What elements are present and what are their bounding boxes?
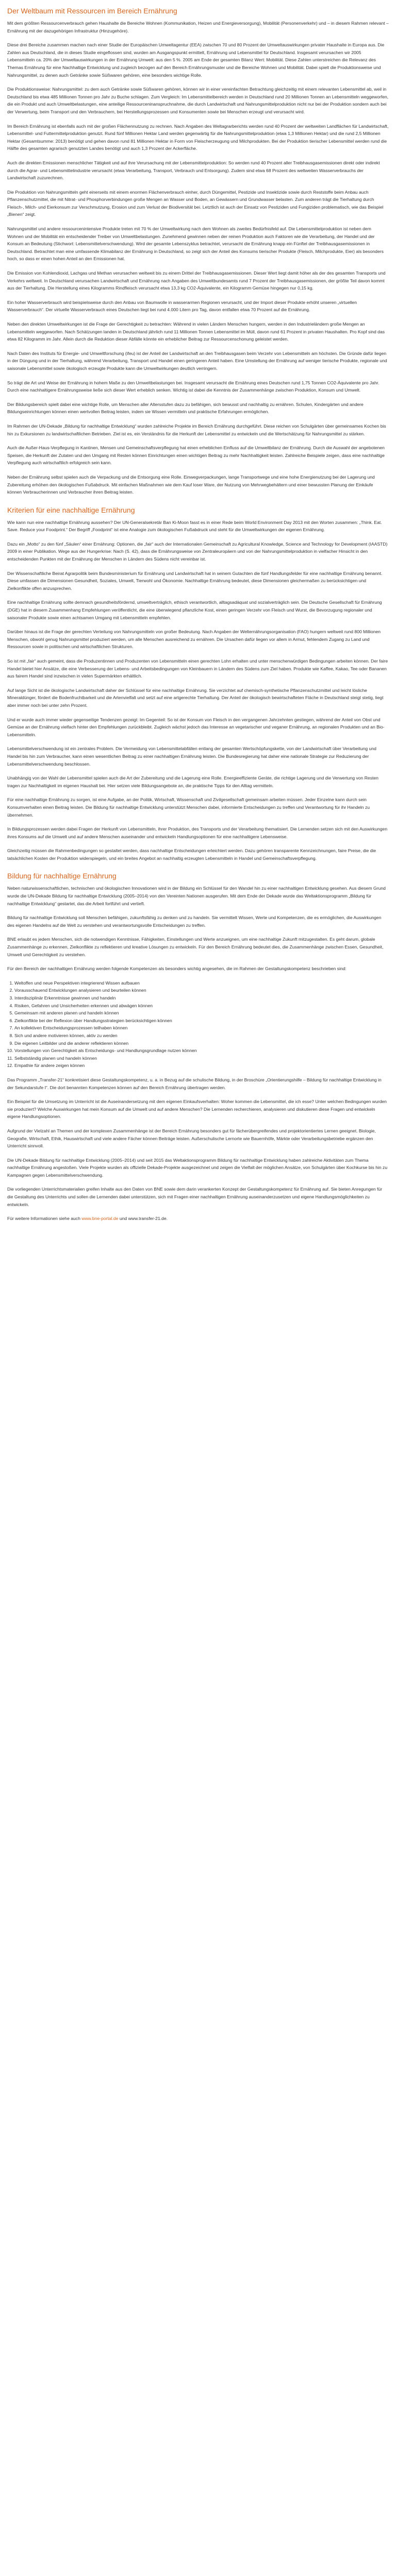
paragraph: Dazu ein „Motto“ zu den fünf „Säulen“ einer Ernährung: Optionen, die „fair“ auch der Internationalen Gemeinschaft zu Agricultural Knowledge, Science and Technology for Development (IAASTD) 2009 in einer Publikation. Wege aus der Hungerkrise: Nach (S. 42), dass die Ernährungsweise von Zentraleuropäern und von der Nahrungsmittelproduktion in vielfacher Hinsicht in den entscheidenden Punkten mit der Ernährung der Menschen in Ländern des Südens nicht vereinbar ist. [7, 541, 388, 562]
paragraph: Die Produktionsweise: Nahrungsmittel: zu dem auch Getränke sowie Süßwaren gehören, können wir in einer vereinfachten Betrachtung gleichzeitig mit einem relevanten Lebensmittel ab, weil in Deutschland bis etwa 485 Millionen Tonnen pro Jahr zu Buche schlagen. Zum Vergleich: Im Lebensmittelbereich werden in Deutschland rund 20 Millionen Tonnen an Lebensmitteln weggeworfen, die ein Produkt und auch Umweltbelastungen, eine anteilige Ressourceninanspruchnahme, die durch Landwirtschaft und Nahrungsmittelproduktion nicht nur bei der Produktion sondern auch bei der Verwertung, beim Transport und den Verbrauchern, bei Herstellungsprozessen und Konsumenten sowie bei Menschen erzeugt und verursacht wird. [7, 87, 389, 114]
paragraph: Im Rahmen der UN-Dekade „Bildung für nachhaltige Entwicklung“ wurden zahlreiche Projekte im Bereich Ernährung durchgeführt. Diese reichen von Schulgärten über gemeinsames Kochen bis hin zu Exkursionen zu landwirtschaftlichen Betrieben. Ziel ist es, ein Verständnis für die Herkunft der Lebensmittel zu entwickeln und die Wertschätzung für Nahrungsmittel zu stärken. [7, 423, 386, 436]
paragraph: Die Produktion von Nahrungsmitteln geht einerseits mit einem enormen Flächenverbrauch einher, durch Düngemittel, Pestizide und Insektizide sowie durch Reststoffe beim Anbau auch Pflanzenschutzmittel, die mit Nitrat- und Phosphorverbindungen große Mengen an Wasser und Boden, an Gewässern und Grundwasser belasten. Zum anderen trägt die Tierhaltung durch Fleisch-, Milch- und Eierkonsum zur Verschmutzung, Erosion und zum Verlust der Biodiversität bei. Letztlich ist auch der Einsatz von Pestiziden und Fungiziden problematisch, wie das Beispiel „Bienen“ zeigt. [7, 189, 384, 217]
list-item: 2. Vorausschauend Entwicklungen analysieren und beurteilen können [14, 987, 389, 994]
bne-portal-link[interactable]: www.bne-portal.de [81, 1216, 119, 1222]
paragraph: Auch die direkten Emissionen menschlicher Tätigkeit und auf ihre Verursachung mit der Lebensmittelproduktion: So werden rund 40 Prozent aller Treibhausgasemissionen direkt oder indirekt durch die Agrar- und Lebensmittelindustrie verursacht (etwa Verarbeitung, Transport, Verbrauch und Entsorgung). Zudem sind etwa 68 Prozent des weltweiten Wasserverbrauchs der Landwirtschaft zuzurechnen. [7, 160, 380, 181]
footer-text: Für weitere Informationen siehe auch [7, 1216, 82, 1222]
paragraph: Lebensmittelverschwendung ist ein zentrales Problem. Die Vermeidung von Lebensmittelabfällen entlang der gesamten Wertschöpfungskette, von der Landwirtschaft über Verarbeitung und Handel bis hin zum Verbraucher, kann einen wesentlichen Beitrag zu einer nachhaltigen Ernährung leisten. Die Bundesregierung hat daher eine nationale Strategie zur Reduzierung der Lebensmittelverschwendung beschlossen. [7, 746, 376, 767]
section-bildung [7, 871, 389, 1222]
list-item: 1. Weltoffen und neue Perspektiven integrierend Wissen aufbauen [14, 979, 389, 987]
list-item: 4. Risiken, Gefahren und Unsicherheiten erkennen und abwägen können [14, 1002, 389, 1010]
paragraph: Und er wurde auch immer wieder gegenseitige Tendenzen gezeigt: Im Gegenteil: So ist der Konsum von Fleisch in den vergangenen Jahrzehnten gestiegen, während der Anteil von Obst und Gemüse an der Ernährung vielfach hinter den Empfehlungen zurückbleibt. Zugleich wächst jedoch das Interesse an vegetarischer und veganer Ernährung, an regionalen Produkten und an Bio-Lebensmitteln. [7, 717, 385, 737]
paragraph: Im Bereich Ernährung ist ebenfalls auch mit der großen Flächennutzung zu rechnen. Nach Angaben des Weltagrarberichts werden rund 40 Prozent der weltweiten Landflächen für Landwirtschaft, Lebensmittel- und Futtermittelproduktion genutzt. Rund fünf Millionen Hektar Land werden gegenwärtig für die Nahrungsmittelproduktion (etwa 1,3 Millionen Hektar) und die rund 2,5 Millionen Hektar (Gesamtsumme: 2013) benötigt und gehen davon rund 81 Millionen Hektar in Form von Fleischerzeugung und Milchprodukten. Bei der Produktion tierischer Lebensmittel werden rund die Hälfte des gesamten agrarisch genutzten Landes benötigt und auch 1,3 Prozent der Ackerfläche. [7, 123, 389, 151]
paragraph: Auch die Außer-Haus-Verpflegung in Kantinen, Mensen und Gemeinschaftsverpflegung hat einen erheblichen Einfluss auf die Umweltbilanz der Ernährung. Durch die Auswahl der angebotenen Speisen, die Herkunft der Zutaten und den Umgang mit Resten können Einrichtungen einen wichtigen Beitrag zu mehr Nachhaltigkeit leisten. Zahlreiche Beispiele zeigen, dass eine nachhaltige Verpflegung auch wirtschaftlich erfolgreich sein kann. [7, 445, 385, 466]
paragraph: Nach Daten des Instituts für Energie- und Umweltforschung (ifeu) ist der Anteil der Landwirtschaft an den Treibhausgasen beim Verzehr von Lebensmitteln am höchsten. Die Gründe dafür liegen in der Düngung und in der Tierhaltung, während Verarbeitung, Transport und Handel einen geringeren Anteil haben. Eine Umstellung der Ernährung auf weniger tierische Produkte, regionale und saisonale Lebensmittel sowie ökologisch erzeugte Produkte kann die Umweltwirkungen deutlich verringern. [7, 350, 387, 371]
paragraph: In Bildungsprozessen werden dabei Fragen der Herkunft von Lebensmitteln, ihrer Produktion, des Transports und der Verarbeitung thematisiert. Die Lernenden setzen sich mit den Auswirkungen ihres Konsums auf die Umwelt und auf andere Menschen auseinander und entwickeln Handlungsoptionen für eine nachhaltigere Lebensweise. [7, 826, 388, 839]
list-item: 10. Vorstellungen von Gerechtigkeit als Entscheidungs- und Handlungsgrundlage nutzen können [14, 1047, 389, 1055]
list-item: 3. Interdisziplinär Erkenntnisse gewinnen und handeln [14, 994, 389, 1002]
paragraph: Wie kann nun eine nachhaltige Ernährung aussehen? Der UN-Generalsekretär Ban Ki-Moon fasst es in einer Rede beim World Environment Day 2013 mit den Worten zusammen: „Think. Eat. Save. Reduce your Foodprint.“ Der Begriff „Foodprint“ ist eine Analogie zum ökologischen Fußabdruck und steht für die Umweltwirkungen der eigenen Ernährung. [7, 519, 382, 533]
paragraph: Bildung für nachhaltige Entwicklung soll Menschen befähigen, zukunftsfähig zu denken und zu handeln. Sie vermittelt Wissen, Werte und Kompetenzen, die es ermöglichen, die Auswirkungen des eigenen Handelns auf die Welt zu verstehen und verantwortungsvolle Entscheidungen zu treffen. [7, 915, 382, 928]
footer-paragraph [7, 1215, 389, 1223]
paragraph: Für eine nachhaltige Ernährung zu sorgen, ist eine Aufgabe, an der Politik, Wirtschaft, Wissenschaft und Zivilgesellschaft gemeinsam arbeiten müssen. Jeder Einzelne kann durch sein Konsumverhalten einen Beitrag leisten. Die Bildung für nachhaltige Entwicklung unterstützt Menschen dabei, informierte Entscheidungen zu treffen und Verantwortung für ihr Handeln zu übernehmen. [7, 797, 370, 818]
section-body [7, 885, 389, 1222]
competence-list [7, 979, 389, 1070]
section-body [7, 20, 389, 496]
paragraph: Unabhängig von der Wahl der Lebensmittel spielen auch die Art der Zubereitung und die Lagerung eine Rolle. Energieeffiziente Geräte, die richtige Lagerung und die Verwertung von Resten tragen zur Nachhaltigkeit im eigenen Haushalt bei. Hier setzen viele Bildungsangebote an, die praktische Tipps für den Alltag vermitteln. [7, 775, 378, 788]
paragraph: Neben den direkten Umweltwirkungen ist die Frage der Gerechtigkeit zu betrachten: Während in vielen Ländern Menschen hungern, werden in den Industrieländern große Mengen an Lebensmitteln weggeworfen. Nach Schätzungen landen in Deutschland jährlich rund 11 Millionen Tonnen Lebensmittel im Müll, davon rund 61 Prozent in privaten Haushalten. Pro Kopf sind das etwa 82 Kilogramm im Jahr. Allein durch die Reduktion dieser Abfälle könnte ein erheblicher Beitrag zur Ressourcenschonung geleistet werden. [7, 321, 385, 342]
paragraph: Die Emission von Kohlendioxid, Lachgas und Methan verursachen weltweit bis zu einem Drittel der Treibhausgasemissionen. Dieser Wert liegt damit höher als der des gesamten Transports und Verkehrs weltweit. In Deutschland verursachen Landwirtschaft und Ernährung nach Angaben des Umweltbundesamts rund 7 Prozent der Treibhausgasemissionen, der größte Teil davon kommt aus der Tierhaltung. Die Herstellung eines Kilogramms Rindfleisch verursacht etwa 13,3 kg CO2-Äquivalente, ein Kilogramm Gemüse hingegen nur 0,15 kg. [7, 270, 386, 291]
section-weltbaum [7, 6, 389, 496]
list-item: 11. Selbstständig planen und handeln können [14, 1055, 389, 1062]
paragraph: Gleichzeitig müssen die Rahmenbedingungen so gestaltet werden, dass nachhaltige Entscheidungen erleichtert werden. Dazu gehören transparente Kennzeichnungen, faire Preise, die die tatsächlichen Kosten der Produktion widerspiegeln, und ein breites Angebot an nachhaltig erzeugten Lebensmitteln in Handel und Gemeinschaftsverpflegung. [7, 848, 376, 861]
paragraph: Auf lange Sicht ist die ökologische Landwirtschaft daher der Schlüssel für eine nachhaltige Ernährung. Sie verzichtet auf chemisch-synthetische Pflanzenschutzmittel und leicht lösliche Mineraldünger, fördert die Bodenfruchtbarkeit und die Artenvielfalt und setzt auf eine artgerechte Tierhaltung. Der Anteil der ökologisch bewirtschafteten Fläche in Deutschland steigt stetig, liegt aber immer noch bei unter zehn Prozent. [7, 687, 384, 708]
paragraph: So trägt die Art und Weise der Ernährung in hohem Maße zu den Umweltbelastungen bei. Insgesamt verursacht die Ernährung eines Deutschen rund 1,75 Tonnen CO2-Äquivalente pro Jahr. Durch eine nachhaltigere Ernährungsweise ließe sich dieser Wert erheblich senken. Wichtig ist dabei die Kenntnis der Zusammenhänge zwischen Produktion, Konsum und Umwelt. [7, 380, 380, 393]
paragraph: Das Programm „Transfer-21“ konkretisiert diese Gestaltungskompetenz, u. a. in Bezug auf die schulische Bildung, in der Broschüre „Orientierungshilfe – Bildung für nachhaltige Entwicklung in der Sekundarstufe I“. Die dort benannten Kompetenzen können auf den Bereich Ernährung übertragen werden. [7, 1077, 382, 1090]
paragraph: Ein Beispiel für die Umsetzung im Unterricht ist die Auseinandersetzung mit dem eigenen Einkaufsverhalten: Woher kommen die Lebensmittel, die ich esse? Unter welchen Bedingungen wurden sie produziert? Welche Auswirkungen hat mein Konsum auf die Umwelt und auf andere Menschen? Die Lernenden recherchieren, analysieren und diskutieren diese Fragen und entwickeln eigene Handlungsoptionen. [7, 1099, 387, 1120]
section-kriterien [7, 505, 389, 862]
paragraph: Die vorliegenden Unterrichtsmaterialien greifen Inhalte aus den Daten von BNE sowie dem darin verankerten Konzept der Gestaltungskompetenz für Ernährung auf. Sie bieten Anregungen für die Gestaltung des Unterrichts und sollen die Lernenden dabei unterstützen, sich mit Fragen einer nachhaltigen Ernährung auseinanderzusetzen und eigene Handlungsmöglichkeiten zu entwickeln. [7, 1187, 383, 1207]
section-heading: Bildung für nachhaltige Ernährung [7, 872, 117, 880]
paragraph: Der Bildungsbereich spielt dabei eine wichtige Rolle, um Menschen aller Altersstufen dazu zu befähigen, sich bewusst und nachhaltig zu ernähren. Schulen, Kindergärten und andere Bildungseinrichtungen können einen wertvollen Beitrag leisten, indem sie Wissen vermitteln und praktische Erfahrungen ermöglichen. [7, 401, 364, 415]
paragraph: Die UN-Dekade Bildung für nachhaltige Entwicklung (2005–2014) und seit 2015 das Weltaktionsprogramm Bildung für nachhaltige Entwicklung haben zahlreiche Aktivitäten zum Thema nachhaltige Ernährung angestoßen. Viele Projekte wurden als offizielle Dekade-Projekte ausgezeichnet und zeigen die Vielfalt der möglichen Ansätze, von Schulgärten über Kochkurse bis hin zu Kampagnen gegen Lebensmittelverschwendung. [7, 1157, 388, 1178]
list-item: 7. An kollektiven Entscheidungsprozessen teilhaben können [14, 1024, 389, 1032]
paragraph: Nahrungsmittel und andere ressourcenintensive Produkte treten mit 70 % der Umweltwirkung nach dem Wohnen als zweites Bedürfnisfeld auf. Die Lebensmittelproduktion ist neben dem Wohnen und der Mobilität ein entscheidender Treiber von Umweltbelastungen. Zunehmend gewinnen neben der reinen Produktion auch Faktoren wie die Verarbeitung, der Handel und der Konsum an Bedeutung (Stichwort: Lebensmittelverschwendung). Wird der gesamte Lebenszyklus betrachtet, verursacht die Ernährung knapp ein Fünftel der Treibhausgasemissionen in Deutschland. Betrachtet man eine umfassende Klimabilanz der Ernährung in Deutschland, so zeigt sich der Anteil des Konsums tierischer Produkte (Fleisch, Milchprodukte, Eier) als besonders hoch, so dass er einen hohen Anteil an den Emissionen hat. [7, 226, 384, 262]
paragraph: BNE erlaubt es jedem Menschen, sich die notwendigen Kenntnisse, Fähigkeiten, Einstellungen und Werte anzueignen, um eine nachhaltige Zukunft mitzugestalten. Es geht darum, globale Zusammenhänge zu erkennen, Zielkonflikte zu reflektieren und kreative Lösungen zu entwickeln. Für den Bereich Ernährung bedeutet dies, die Zusammenhänge zwischen Essen, Gesundheit, Umwelt und Gerechtigkeit zu verstehen. [7, 937, 384, 957]
section-heading: Der Weltbaum mit Ressourcen im Bereich Ernährung [7, 7, 177, 15]
list-item: 5. Gemeinsam mit anderen planen und handeln können [14, 1009, 389, 1017]
paragraph: Neben naturwissenschaftlichen, technischen und ökologischen Innovationen wird in der Bildung ein Schlüssel für den Wandel hin zu einer nachhaltigen Entwicklung gesehen. Aus diesem Grund wurde die UN-Dekade Bildung für nachhaltige Entwicklung (2005–2014) von den Vereinten Nationen ausgerufen. Mit dem Ende der Dekade wurde das Weltaktionsprogramm „Bildung für nachhaltige Entwicklung“ gestartet, das die Arbeit fortführt und vertieft. [7, 886, 386, 906]
list-item: 6. Zielkonflikte bei der Reflexion über Handlungsstrategien berücksichtigen können [14, 1017, 389, 1025]
paragraph: Der Wissenschaftliche Beirat Agrarpolitik beim Bundesministerium für Ernährung und Landwirtschaft hat in seinem Gutachten die fünf Handlungsfelder für eine nachhaltige Ernährung benannt. Diese umfassen die Dimensionen Gesundheit, Soziales, Umwelt, Tierwohl und Ökonomie. Nachhaltige Ernährung bedeutet, diese Dimensionen gleichermaßen zu berücksichtigen und Zielkonflikte offen anzusprechen. [7, 570, 383, 591]
paragraph: So ist mit „fair“ auch gemeint, dass die Produzentinnen und Produzenten von Lebensmitteln einen gerechten Lohn erhalten und unter menschenwürdigen Bedingungen arbeiten können. Der faire Handel bietet hier Ansätze, die eine Verbesserung der Lebens- und Arbeitsbedingungen von Kleinbauern in Ländern des Südens zum Ziel haben. Produkte wie Kaffee, Kakao, Tee oder Bananen aus fairem Handel sind inzwischen in vielen Supermärkten erhältlich. [7, 658, 388, 679]
section-heading: Kriterien für eine nachhaltige Ernährung [7, 505, 135, 514]
document-page [0, 0, 396, 1236]
paragraph: Ein hoher Wasserverbrauch wird beispielsweise durch den Anbau von Baumwolle in wasserarmen Regionen verursacht, und der Import dieser Produkte erhöht unseren „virtuellen Wasserverbrauch“. Der virtuelle Wasserverbrauch eines Deutschen liegt bei rund 4.000 Litern pro Tag, davon entfallen etwa 70 Prozent auf die Ernährung. [7, 299, 357, 313]
paragraph: Für den Bereich der nachhaltigen Ernährung werden folgende Kompetenzen als besonders wichtig angesehen, die im Rahmen der Gestaltungskompetenz beschrieben sind: [7, 966, 346, 972]
paragraph: Mit dem größten Ressourcenverbrauch gehen Haushalte die Bereiche Wohnen (Kommunikation, Heizen und Energieversorgung), Mobilität (Personenverkehr) und – in diesem Rahmen relevant – Ernährung mit der dazugehörigen Infrastruktur (Hinzugehöre). [7, 21, 389, 33]
footer-text-end: und www.transfer-21.de. [118, 1216, 168, 1222]
section-body [7, 519, 389, 862]
paragraph: Neben der Ernährung selbst spielen auch die Verpackung und die Entsorgung eine Rolle. Einwegverpackungen, lange Transportwege und eine hohe Energienutzung bei der Lagerung und Zubereitung erhöhen den ökologischen Fußabdruck. Mit einfachen Maßnahmen wie dem Kauf loser Ware, der Nutzung von Mehrwegbehältern und einer bewussten Planung der Einkäufe können Verbraucherinnen und Verbraucher ihren Beitrag leisten. [7, 474, 375, 495]
paragraph: Aufgrund der Vielzahl an Themen und der komplexen Zusammenhänge ist der Bereich Ernährung besonders gut für fächerübergreifendes und projektorientiertes Lernen geeignet. Biologie, Geografie, Wirtschaft, Ethik, Hauswirtschaft und viele andere Fächer können Beiträge leisten. Außerschulische Lernorte wie Bauernhöfe, Märkte oder Verarbeitungsbetriebe ergänzen den Unterricht sinnvoll. [7, 1128, 376, 1149]
list-item: 8. Sich und andere motivieren können, aktiv zu werden [14, 1032, 389, 1040]
list-item: 12. Empathie für andere zeigen können [14, 1062, 389, 1070]
list-item: 9. Die eigenen Leitbilder und die anderer reflektieren können [14, 1040, 389, 1047]
paragraph: Darüber hinaus ist die Frage der gerechten Verteilung von Nahrungsmitteln von großer Bedeutung. Nach Angaben der Welternährungsorganisation (FAO) hungern weltweit rund 800 Millionen Menschen, obwohl genug Nahrungsmittel produziert werden, um alle Menschen ausreichend zu ernähren. Die Ursachen dafür liegen vor allem in Armut, fehlendem Zugang zu Land und Ressourcen sowie in politischen und wirtschaftlichen Strukturen. [7, 629, 381, 650]
paragraph: Eine nachhaltige Ernährung sollte demnach gesundheitsfördernd, umweltverträglich, ethisch verantwortlich, alltagsadäquat und sozialverträglich sein. Die Deutsche Gesellschaft für Ernährung (DGE) hat in diesem Zusammenhang Empfehlungen veröffentlicht, die eine überwiegend pflanzliche Kost, einen geringen Verzehr von Fleisch und Wurst, die Bevorzugung regionaler und saisonaler Produkte sowie einen achtsamen Umgang mit Lebensmitteln empfehlen. [7, 600, 382, 620]
paragraph: Diese drei Bereiche zusammen machen nach einer Studie der Europäischen Umweltagentur (EEA) zwischen 70 und 80 Prozent der Umweltauswirkungen privater Haushalte in Europa aus. Die Zahlen aus Deutschland, die in dieses Studie eingeflossen sind, wurden am Ausgangspunkt ermittelt, Ernährung und Lebensmittel für Deutschland. Insgesamt verursachen wir 2005 Lebensmitteln ca. 20% der Umweltauswirkungen in der Ernährung Umwelt: aus den 5 %. 2005 am Ende der gesamten Bilanz Wert: Mobilität. Diese Zahlen unterstreichen die Relevanz des Themas Ernährung für eine Nachhaltige Entwicklung und zugleich bezogen auf den Bereich Ernährungsmuster und die Bereiche Wohnen und Mobilität. Dabei spielt die Produktionsweise und Nahrungsmittel, zu denen auch Getränke sowie Süßwaren gehören, eine besonders wichtige Rolle. [7, 42, 385, 78]
